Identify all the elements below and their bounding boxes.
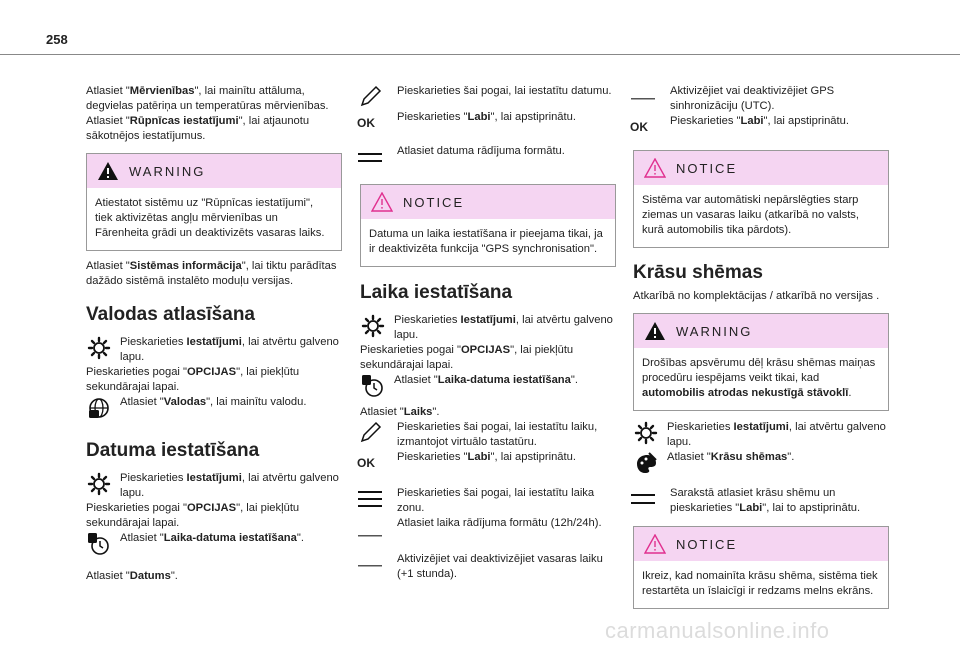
- warning-text: Atiestatot sistēmu uz "Rūpnīcas iestatījumi", tiek aktivizētas angļu mērvienības un Fārenheita grādi un deaktivizēts vasaras laiks.: [95, 197, 325, 239]
- settings-gear-icon: [633, 420, 659, 446]
- clock-icon: [86, 531, 112, 557]
- notice-header: [634, 151, 888, 185]
- heading-language: Valodas atlasīšana: [86, 304, 255, 325]
- warning-text: Drošības apsvērumu dēļ krāsu shēmas maiņas procedūru iespējams veikt tikai, kad automobilis atrodas nekustīgā stāvoklī.: [642, 357, 876, 399]
- paragraph-color-intro: Atkarībā no komplektācijas / atkarībā no versijas .: [633, 290, 880, 302]
- notice-header: [361, 185, 615, 219]
- step-set-time: Pieskarieties šai pogai, lai iestatītu laiku, izmantojot virtuālo tastatūru.: [357, 420, 618, 450]
- step-gps-sync: Aktivizējiet vai deaktivizējiet GPS sinhronizāciju (UTC).: [630, 84, 891, 114]
- step-date-time-setting: Atlasiet "Laika-datuma iestatīšana".: [86, 531, 344, 557]
- paragraph-units: Atlasiet "Mērvienības", lai mainītu attāluma, degvielas patēriņa un temperatūras mērvienības.: [86, 85, 329, 112]
- heading-date: Datuma iestatīšana: [86, 440, 260, 461]
- notice-title: NOTICE: [403, 194, 465, 210]
- notice-title: NOTICE: [676, 160, 738, 176]
- notice-icon: [644, 158, 666, 178]
- step-confirm-time: OK Pieskarieties "Labi", lai apstiprinātu.: [357, 450, 618, 476]
- palette-icon: [633, 450, 659, 476]
- language-icon: [86, 395, 112, 421]
- toggle-line-icon: [357, 552, 389, 578]
- toggle-line-icon: [357, 516, 389, 542]
- step-select-time: Atlasiet "Laiks".: [360, 406, 440, 418]
- settings-gear-icon: [86, 471, 112, 497]
- pencil-icon: [357, 84, 389, 110]
- notice-box-summer: [633, 150, 889, 248]
- page-number: 258: [46, 32, 68, 47]
- warning-header: [87, 154, 341, 188]
- step-select-language: Atlasiet "Valodas", lai mainītu valodu.: [86, 395, 344, 421]
- ok-icon: OK: [357, 116, 375, 130]
- column-1: [86, 84, 344, 584]
- step-open-settings: Pieskarieties Iestatījumi, lai atvērtu galveno lapu.: [86, 335, 344, 365]
- step-confirm-date: OK Pieskarieties "Labi", lai apstiprinātu.: [357, 110, 618, 136]
- ok-icon: OK: [630, 120, 648, 134]
- step-time-open-settings: Pieskarieties Iestatījumi, lai atvērtu galveno lapu.: [360, 313, 618, 343]
- notice-header: [634, 527, 888, 561]
- notice-text: Datuma un laika iestatīšana ir pieejama tikai, ja ir deaktivizēta funkcija "GPS synchronisation".: [369, 228, 603, 255]
- watermark: carmanualsonline.info: [605, 618, 830, 643]
- step-select-date: Atlasiet "Datums".: [86, 570, 178, 582]
- paragraph-factory-reset: Atlasiet "Rūpnīcas iestatījumi", lai atjaunotu sākotnējos iestatījumus.: [86, 115, 310, 142]
- warning-box-color: [633, 313, 889, 411]
- column-2: [357, 84, 618, 582]
- notice-icon: [644, 534, 666, 554]
- step-time-options: Pieskarieties pogai "OPCIJAS", lai piekļūtu sekundārajai lapai.: [360, 344, 574, 371]
- warning-icon: [644, 321, 666, 341]
- paragraph-system-info: Atlasiet "Sistēmas informācija", lai tiktu parādītas dažādo sistēmā instalēto moduļu versijas.: [86, 260, 337, 287]
- settings-gear-icon: [86, 335, 112, 361]
- step-date-format: Atlasiet datuma rādījuma formātu.: [357, 144, 618, 170]
- ok-icon: OK: [357, 456, 375, 470]
- notice-title: NOTICE: [676, 536, 738, 552]
- notice-text: Sistēma var automātiski nepārslēgties starp ziemas un vasaras laiku (atkarībā no valsts, kurā automobilis tika pārdots).: [642, 194, 860, 236]
- notice-box-gps: [360, 184, 616, 267]
- notice-box-restart: [633, 526, 889, 609]
- toggle-line-icon: [630, 84, 662, 110]
- column-3: [630, 84, 891, 609]
- step-options: Pieskarieties pogai "OPCIJAS", lai piekļūtu sekundārajai lapai.: [86, 366, 300, 393]
- step-color-open-settings: Pieskarieties Iestatījumi, lai atvērtu galveno lapu.: [633, 420, 891, 450]
- settings-gear-icon: [360, 313, 386, 339]
- header-divider: [0, 54, 960, 55]
- step-time-format: Atlasiet laika rādījuma formātu (12h/24h).: [357, 516, 618, 542]
- step-set-date: Pieskarieties šai pogai, lai iestatītu datumu.: [357, 84, 618, 110]
- warning-icon: [97, 161, 119, 181]
- step-choose-scheme: Sarakstā atlasiet krāsu shēmu un pieskarieties "Labi", lai to apstiprinātu.: [630, 486, 891, 516]
- warning-title: WARNING: [129, 163, 206, 179]
- step-summer-time: Aktivizējiet vai deaktivizējiet vasaras laiku (+1 stunda).: [357, 552, 618, 582]
- step-time-date-setting: Atlasiet "Laika-datuma iestatīšana".: [360, 373, 618, 399]
- step-select-color-schemes: Atlasiet "Krāsu shēmas".: [633, 450, 891, 476]
- step-date-options: Pieskarieties pogai "OPCIJAS", lai piekļūtu sekundārajai lapai.: [86, 502, 300, 529]
- step-confirm-gps: OK Pieskarieties "Labi", lai apstiprinātu.: [630, 114, 891, 140]
- menu-list-icon: [357, 486, 389, 512]
- warning-box: [86, 153, 342, 251]
- format-list-icon: [357, 144, 389, 170]
- pencil-icon: [357, 420, 389, 446]
- heading-time: Laika iestatīšana: [360, 282, 513, 303]
- heading-color-schemes: Krāsu shēmas: [633, 262, 763, 283]
- warning-header: [634, 314, 888, 348]
- step-date-open-settings: Pieskarieties Iestatījumi, lai atvērtu galveno lapu.: [86, 471, 344, 501]
- notice-icon: [371, 192, 393, 212]
- warning-title: WARNING: [676, 323, 753, 339]
- format-list-icon: [630, 486, 662, 512]
- clock-icon: [360, 373, 386, 399]
- step-time-zone: Pieskarieties šai pogai, lai iestatītu laika zonu.: [357, 486, 618, 516]
- notice-text: Ikreiz, kad nomainīta krāsu shēma, sistēma tiek restartēta un īslaicīgi ir redzams melns ekrāns.: [642, 570, 878, 597]
